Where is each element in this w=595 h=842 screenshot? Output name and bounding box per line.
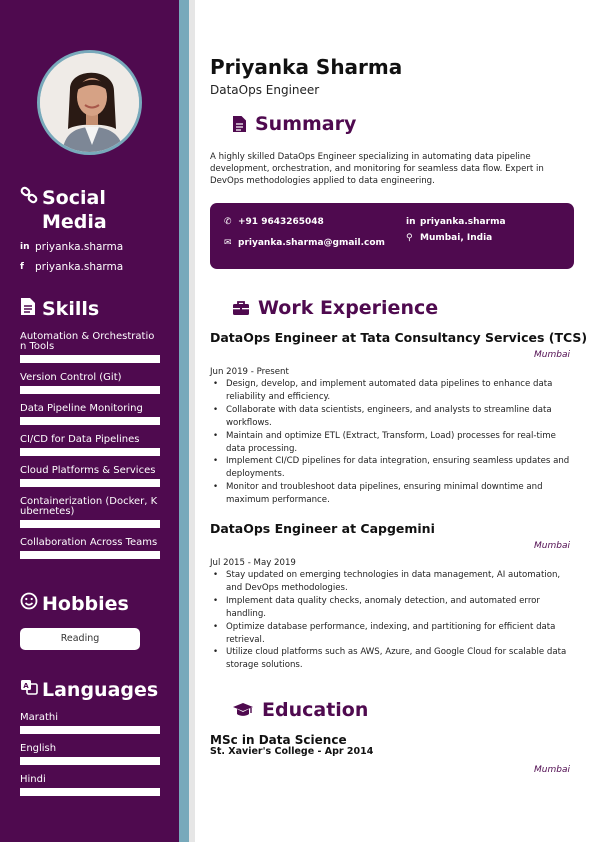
phone-icon: ✆ [224, 217, 232, 227]
svg-text:A: A [23, 682, 29, 690]
skill-bar [20, 520, 160, 528]
skill-item: Data Pipeline Monitoring [20, 404, 160, 414]
work-experience-heading: Work Experience [232, 297, 438, 319]
skill-bar [20, 448, 160, 456]
job-title: DataOps Engineer at Tata Consultancy Services (TCS) [210, 330, 588, 345]
language-icon [20, 678, 40, 702]
social-media-heading-line2: Media [42, 211, 107, 233]
candidate-role: DataOps Engineer [210, 83, 320, 97]
job-dates: Jun 2019 - Present [210, 367, 289, 377]
contact-linkedin[interactable]: in priyanka.sharma [406, 217, 506, 227]
contact-phone[interactable]: ✆ +91 9643265048 [224, 217, 324, 227]
language-bar [20, 726, 160, 734]
job-bullet: • Monitor and troubleshoot data pipelines, ensuring minimal downtime and maximum performance. [213, 481, 575, 507]
job-bullet: • Implement data quality checks, anomaly detection, and automated error handling. [213, 595, 575, 621]
skill-bar [20, 551, 160, 559]
summary-text: A highly skilled DataOps Engineer specializing in automating data pipeline development, orchestration, and monitoring for seamless data flow. Expert in DevOps methodologies applied to data engineering. [210, 152, 544, 186]
language-item: English [20, 744, 160, 754]
social-linkedin[interactable]: in priyanka.sharma [20, 241, 124, 253]
document-icon [232, 115, 247, 133]
contact-panel [210, 203, 574, 269]
contact-location: ⚲ Mumbai, India [406, 233, 493, 243]
hobby-badge: Reading [20, 628, 140, 650]
job-location: Mumbai [534, 350, 570, 360]
education-degree: MSc in Data Science [210, 733, 347, 747]
job-bullets [213, 569, 575, 672]
education-location: Mumbai [534, 765, 570, 775]
envelope-icon: ✉ [224, 238, 232, 248]
job-bullet: • Implement CI/CD pipelines for data integration, ensuring seamless updates and deployments. [213, 455, 575, 481]
smile-icon [20, 592, 40, 616]
skill-item: Containerization (Docker, Kubernetes) [20, 497, 160, 517]
language-bar [20, 757, 160, 765]
language-bar [20, 788, 160, 796]
language-item: Hindi [20, 775, 160, 785]
hobbies-heading: Hobbies [20, 592, 129, 616]
profile-photo [37, 50, 142, 155]
education-school: St. Xavier's College - Apr 2014 [210, 746, 374, 757]
languages-heading: A Languages [20, 678, 158, 702]
skill-bar [20, 417, 160, 425]
summary-heading: Summary [232, 113, 356, 135]
job-bullets [213, 378, 575, 507]
job-bullet: • Optimize database performance, indexing, and partitioning for efficient data retrieval. [213, 621, 575, 647]
linkedin-icon: in [20, 242, 30, 252]
map-pin-icon: ⚲ [406, 233, 413, 243]
skill-item: CI/CD for Data Pipelines [20, 435, 160, 445]
job-bullet: • Maintain and optimize ETL (Extract, Transform, Load) processes for real-time data processing. [213, 430, 575, 456]
job-bullet: • Stay updated on emerging technologies in data management, AI automation, and DevOps methodologies. [213, 569, 575, 595]
job-bullet: • Design, develop, and implement automated data pipelines to enhance data reliability and efficiency. [213, 378, 575, 404]
skill-item: Collaboration Across Teams [20, 538, 160, 548]
job-dates: Jul 2015 - May 2019 [210, 558, 296, 568]
job-location: Mumbai [534, 541, 570, 551]
skills-heading: Skills [20, 297, 99, 322]
contact-email[interactable]: ✉ priyanka.sharma@gmail.com [224, 238, 385, 248]
education-heading: Education [232, 699, 368, 721]
divider-stripe [189, 0, 195, 842]
social-facebook[interactable]: f priyanka.sharma [20, 261, 124, 273]
social-media-heading: Social [20, 186, 106, 210]
skill-item: Cloud Platforms & Services [20, 466, 160, 476]
skill-bar [20, 479, 160, 487]
briefcase-icon [232, 300, 250, 316]
language-item: Marathi [20, 713, 160, 723]
job-title: DataOps Engineer at Capgemini [210, 521, 435, 536]
job-bullet: • Collaborate with data scientists, engineers, and analysts to streamline data workflows. [213, 404, 575, 430]
job-bullet: • Utilize cloud platforms such as AWS, Azure, and Google Cloud for scalable data storage solutions. [213, 646, 575, 672]
skill-item: Automation & Orchestration Tools [20, 332, 160, 352]
link-icon [20, 186, 40, 210]
linkedin-icon: in [406, 217, 416, 227]
facebook-icon: f [20, 262, 24, 272]
skill-item: Version Control (Git) [20, 373, 160, 383]
accent-stripe [179, 0, 189, 842]
sidebar [0, 0, 179, 842]
document-icon [20, 297, 40, 322]
skill-bar [20, 355, 160, 363]
candidate-name: Priyanka Sharma [210, 55, 403, 79]
skill-bar [20, 386, 160, 394]
graduation-cap-icon [232, 702, 254, 718]
